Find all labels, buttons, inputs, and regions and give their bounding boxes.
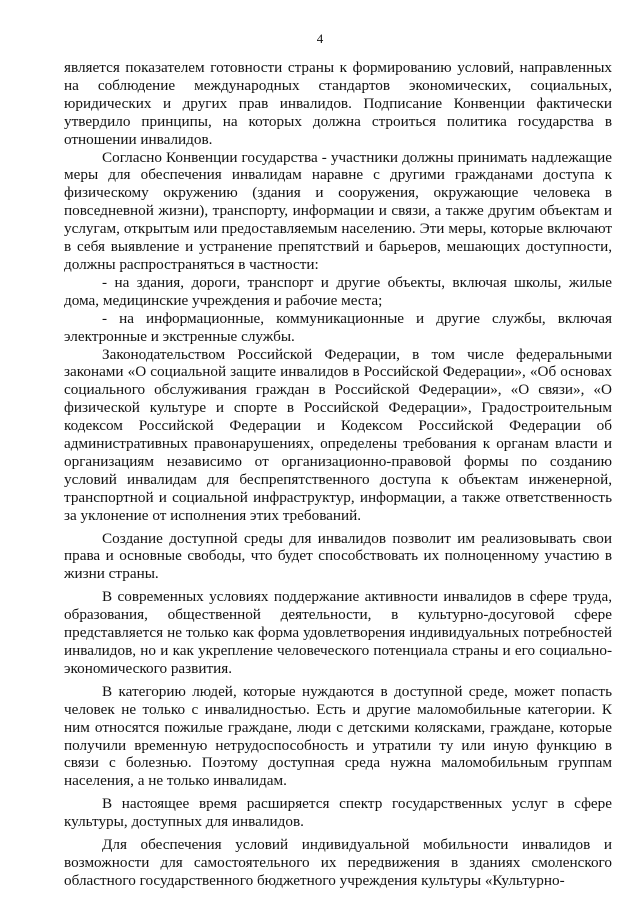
page-number: 4 — [316, 31, 324, 46]
paragraph-state-measures: Согласно Конвенции государства - участники должны принимать надлежащие меры для обеспечения инвалидам наравне с другими гражданами доступа к физическому окружению (здания и сооружения, окружающие человека в повседневной жизни), транспорту, информации и связи, а также другим объектам и услугам, открытым или предоставляемым населению. Эти меры, которые включают в себя выявление и устранение препятствий и барьеров, мешающих доступности, должны распространяться в частности: — [64, 148, 612, 273]
list-item-buildings: - на здания, дороги, транспорт и другие объекты, включая школы, жилые дома, медицинские учреждения и рабочие места; — [64, 273, 612, 309]
paragraph-culture-services: В настоящее время расширяется спектр государственных услуг в сфере культуры, доступных для инвалидов. — [64, 795, 612, 831]
paragraph-accessible-environment: Создание доступной среды для инвалидов позволит им реализовывать свои права и основные свободы, что будет способствовать их полноценному участию в жизни страны. — [64, 529, 612, 583]
list-item-services: - на информационные, коммуникационные и другие службы, включая электронные и экстренные службы. — [64, 309, 612, 345]
paragraph-mobility-conditions: Для обеспечения условий индивидуальной мобильности инвалидов и возможности для самостоятельного их передвижения в зданиях смоленского областного государственного бюджетного учреждения культуры «Культурно- — [64, 836, 612, 889]
paragraph-low-mobility: В категорию людей, которые нуждаются в доступной среде, может попасть человек не только с инвалидностью. Есть и другие маломобильные категории. К ним относятся пожилые граждане, люди с детскими колясками, граждане, которые получили временную нетрудоспособность и утратили ту или иную функцию в связи с болезнью. Поэтому доступная среда нужна маломобильным группам населения, а не только инвалидам. — [64, 682, 612, 790]
body-text — [64, 59, 612, 890]
paragraph-activity-support: В современных условиях поддержание активности инвалидов в сфере труда, образования, общественной деятельности, в культурно-досуговой сфере представляется не только как форма удовлетворения индивидуальных потребностей инвалидов, но и как укрепление человеческого потенциала страны и его социально-экономического развития. — [64, 588, 612, 677]
paragraph-convention-intro: является показателем готовности страны к формированию условий, направленных на соблюдение международных стандартов экономических, социальных, юридических и других прав инвалидов. Подписание Конвенции фактически утвердило принципы, на которых должна строиться политика государства в отношении инвалидов. — [64, 59, 612, 148]
paragraph-legislation: Законодательством Российской Федерации, в том числе федеральными законами «О социальной защите инвалидов в Российской Федерации», «Об основах социального обслуживания граждан в Российской Федерации», «О связи», «О физической культуре и спорте в Российской Федерации», Градостроительным кодексом Российской Федерации и Кодексом Российской Федерации об административных правонарушениях, определены требования к органам власти и организациям независимо от организационно-правовой формы по созданию условий инвалидам для беспрепятственного доступа к объектам инженерной, транспортной и социальной инфраструктур, информации, а также ответственность за уклонение от исполнения этих требований. — [64, 345, 612, 524]
